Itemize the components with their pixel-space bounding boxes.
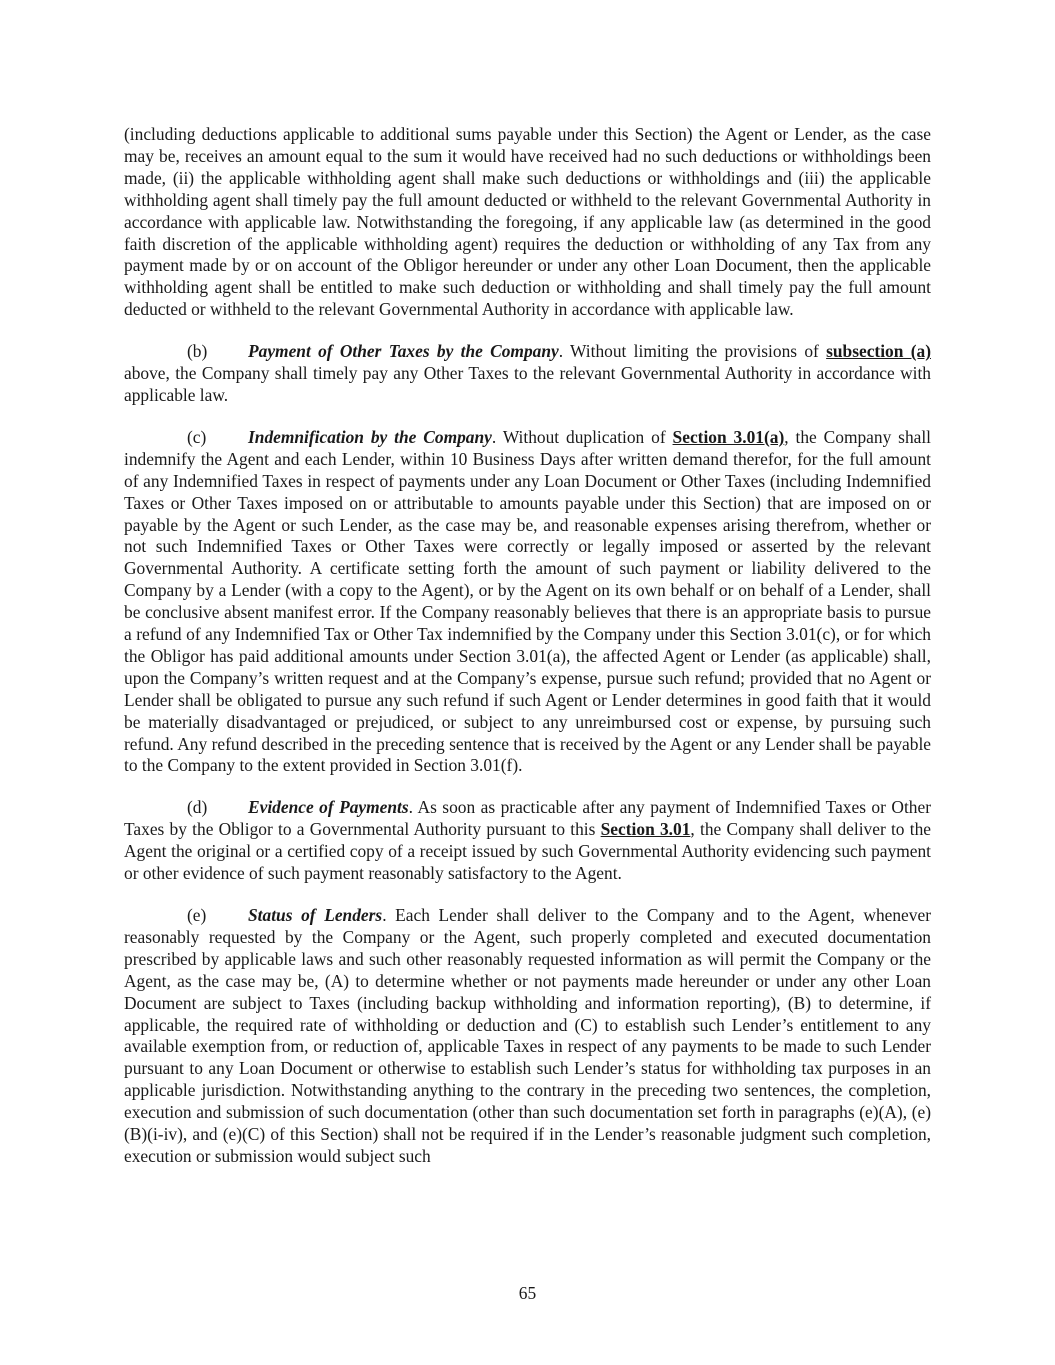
- cross-reference: Section 3.01: [600, 819, 691, 840]
- paragraph-heading: Payment of Other Taxes by the Company: [248, 341, 559, 362]
- paragraph-d: [124, 797, 931, 885]
- paragraph-heading: Evidence of Payments: [248, 797, 409, 818]
- paragraph-text: , the Company shall indemnify the Agent and each Lender, within 10 Business Days after written demand therefor, for the full amount of any Indemnified Taxes in respect of payments under any Loan Document or Other Taxes (including Indemnified Taxes or Other Taxes imposed on or attributable to amounts payable under this Section) that are imposed on or payable by the Agent or such Lender, as the case may be, and reasonable expenses arising therefrom, whether or not such Indemnified Taxes or Other Taxes were correctly or legally imposed or asserted by the relevant Governmental Authority. A certificate setting forth the amount of such payment or liability delivered to the Company by a Lender (with a copy to the Agent), or by the Agent on its own behalf or on behalf of a Lender, shall be conclusive absent manifest error. If the Company reasonably believes that there is an appropriate basis to pursue a refund of any Indemnified Tax or Other Tax indemnified by the Company under this Section 3.01(c), or for which the Obligor has paid additional amounts under Section 3.01(a), the affected Agent or Lender (as applicable) shall, upon the Company’s written request and at the Company’s expense, pursue such refund; provided that no Agent or Lender shall be obligated to pursue any such refund if such Agent or Lender determines in good faith that it would be materially disadvantaged or prejudiced, or subject to any unreimbursed cost or expense, by pursuing such refund. Any refund described in the preceding sentence that is received by the Agent or any Lender shall be payable to the Company to the extent provided in Section 3.01(f).: [124, 426, 932, 776]
- paragraph-e: [124, 905, 931, 1168]
- paragraph-continuation: [124, 124, 931, 321]
- paragraph-text: . Without limiting the provisions of: [558, 341, 827, 362]
- paragraph-text: , the Company shall deliver to the Agent the original or a certified copy of a receipt issued by such Governmental Authority evidencing such payment or other evidence of such payment reasonably satisfactory to the Agent.: [124, 819, 931, 884]
- paragraph-text: . Without duplication of: [491, 426, 673, 447]
- cross-reference: Section 3.01(a): [672, 426, 785, 447]
- paragraph-number: (d): [187, 797, 208, 818]
- paragraph-text: above, the Company shall timely pay any Other Taxes to the relevant Governmental Authority in accordance with applicable law.: [124, 363, 931, 405]
- paragraph-text: . As soon as practicable after any payment of Indemnified Taxes or Other Taxes by the Obligor to a Governmental Authority pursuant to this: [124, 797, 931, 840]
- page-number: 65: [518, 1283, 537, 1303]
- paragraph-c: [124, 427, 931, 778]
- cross-reference: subsection (a): [826, 341, 931, 362]
- paragraph-text: . Each Lender shall deliver to the Company and to the Agent, whenever reasonably requested by the Company or the Agent, such properly completed and executed documentation prescribed by applicable laws and such other reasonably requested information as will permit the Company or the Agent, as the case may be, (A) to determine whether or not payments made hereunder or under any other Loan Document are subject to Taxes (including backup withholding and information reporting), (B) to determine, if applicable, the required rate of withholding or deduction and (C) to establish such Lender’s entitlement to any available exemption from, or reduction of, applicable Taxes in respect of any payments to be made to such Lender pursuant to any Loan Document or otherwise to establish such Lender’s status for withholding tax purposes in an applicable jurisdiction. Notwithstanding anything to the contrary in the preceding two sentences, the completion, execution and submission of such documentation (other than such documentation set forth in paragraphs (e)(A), (e)(B)(i-iv), and (e)(C) of this Section) shall not be required if in the Lender’s reasonable judgment such completion, execution or submission would subject such: [124, 905, 931, 1166]
- paragraph-heading: Status of Lenders: [248, 905, 383, 925]
- paragraph-b: [124, 341, 931, 407]
- paragraph-number: (b): [187, 341, 208, 362]
- paragraph-number: (e): [187, 905, 207, 925]
- document-page: [124, 124, 931, 1188]
- paragraph-text: (including deductions applicable to additional sums payable under this Section) the Agent or Lender, as the case may be, receives an amount equal to the sum it would have received had no such deductions or withholdings been made, (ii) the applicable withholding agent shall make such deductions or withholdings and (iii) the applicable withholding agent shall timely pay the full amount deducted or withheld to the relevant Governmental Authority in accordance with applicable law. Notwithstanding the foregoing, if any applicable law (as determined in the good faith discretion of the applicable withholding agent) requires the deduction or withholding of any Tax from any payment made by or on account of the Obligor hereunder or under any other Loan Document, then the applicable withholding agent shall be entitled to make such deduction or withholding and shall timely pay the full amount deducted or withheld to the relevant Governmental Authority in accordance with applicable law.: [124, 124, 931, 320]
- paragraph-number: (c): [187, 426, 207, 447]
- paragraph-heading: Indemnification by the Company: [248, 426, 492, 447]
